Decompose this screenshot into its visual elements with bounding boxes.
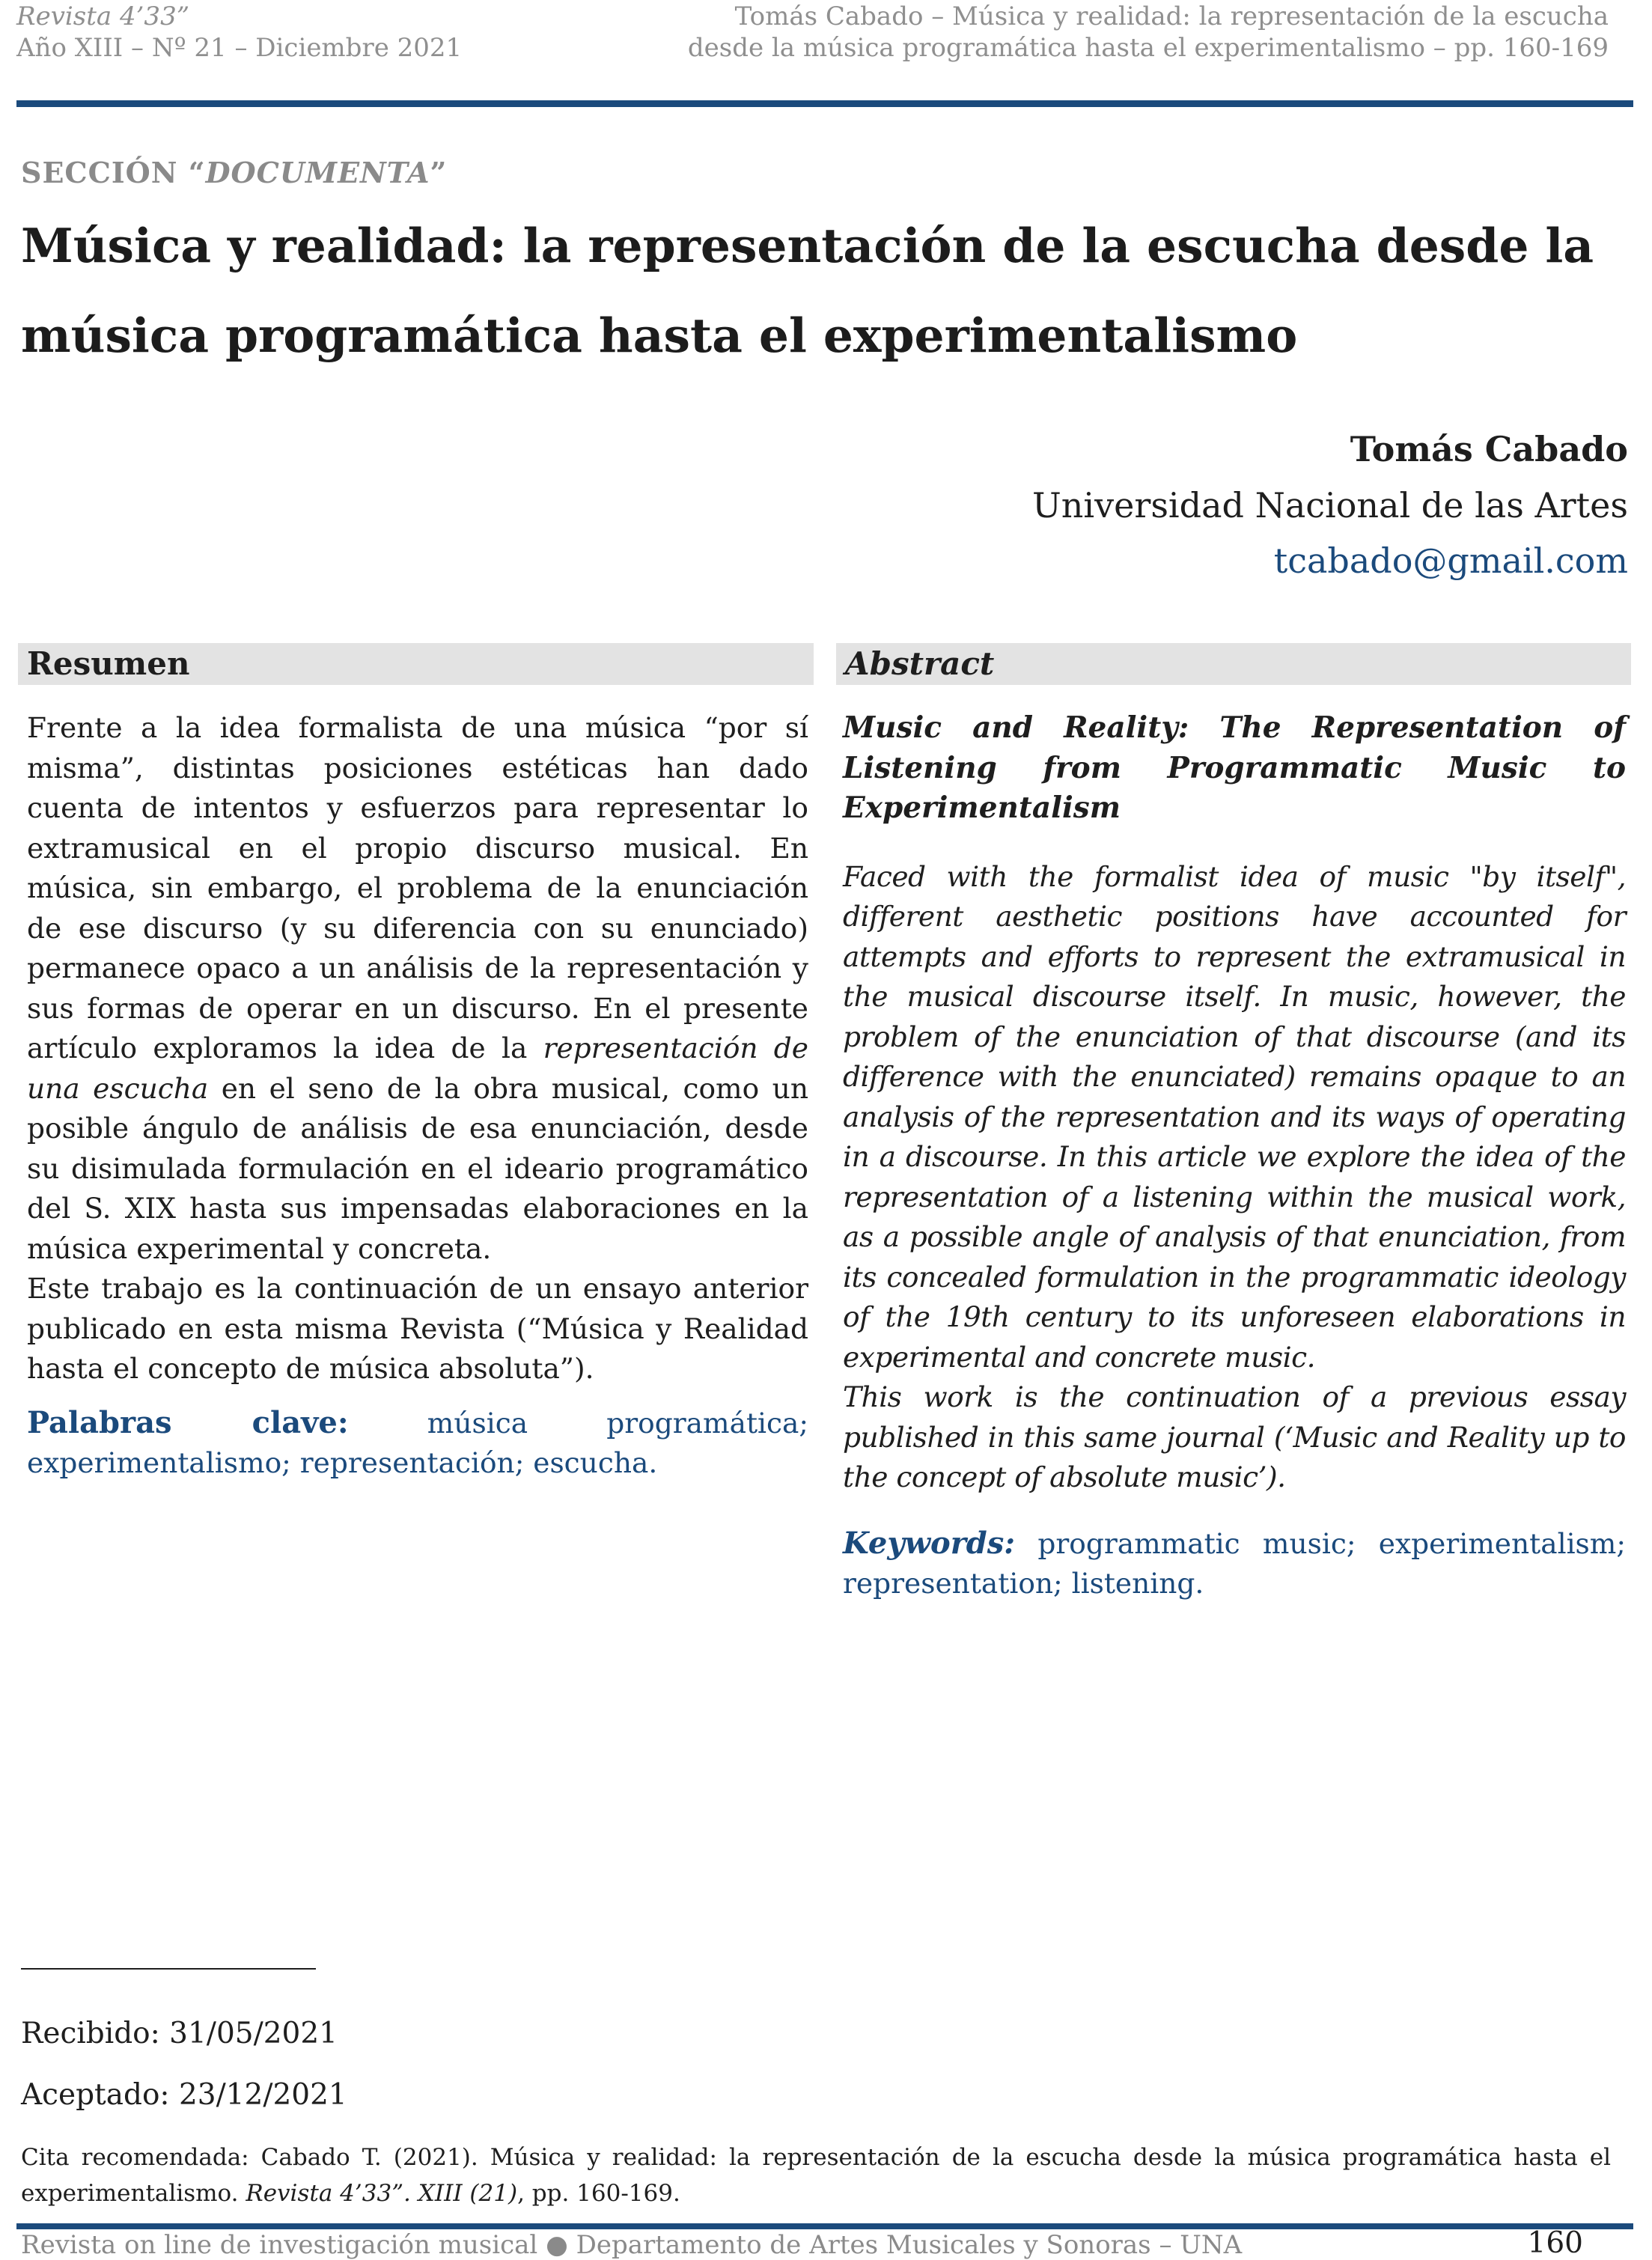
- title-line-1: Música y realidad: la representación de la escucha desde la: [21, 218, 1594, 273]
- recommended-citation: [21, 2139, 1611, 2211]
- resumen-keywords: [27, 1403, 808, 1484]
- footnote-separator: [21, 1968, 316, 1970]
- issue-info: Año XIII – Nº 21 – Diciembre 2021: [16, 33, 463, 63]
- citation-text-a: Cita recomendada: Cabado T. (2021). Música y realidad: la representación de la escucha desde la música programática hasta el experimentalismo.: [21, 2144, 1611, 2207]
- running-title-line2: desde la música programática hasta el experimentalismo – pp. 160-169: [687, 33, 1609, 63]
- section-label: [21, 156, 447, 189]
- resumen-keywords-label: Palabras clave:: [27, 1404, 349, 1440]
- citation-text-b: , pp. 160-169.: [517, 2180, 680, 2207]
- section-name: DOCUMENTA: [205, 156, 430, 189]
- page-number: 160: [1527, 2226, 1583, 2260]
- title-line-2: música programática hasta el experimentalismo: [21, 308, 1298, 363]
- resumen-paragraph-2: Este trabajo es la continuación de un ensayo anterior publicado en esta misma Revista (“Música y Realidad hasta el concepto de música absoluta”).: [27, 1272, 808, 1385]
- resumen-body: [27, 708, 808, 1484]
- received-date: Recibido: 31/05/2021: [21, 2017, 338, 2050]
- accepted-date: Aceptado: 23/12/2021: [21, 2078, 347, 2112]
- abstract-body: [843, 708, 1626, 1604]
- author-affiliation: Universidad Nacional de las Artes: [1032, 485, 1628, 526]
- resumen-p1-emphasis: representación de una escucha: [27, 1032, 808, 1105]
- abstract-keywords-label: Keywords:: [843, 1525, 1016, 1561]
- resumen-paragraph-1: [27, 708, 808, 1269]
- author-block: [1032, 421, 1628, 588]
- running-title-line1: Tomás Cabado – Música y realidad: la representación de la escucha: [734, 1, 1609, 31]
- citation-journal: Revista 4’33”. XIII (21): [246, 2180, 518, 2207]
- abstract-keywords-text: programmatic music; experimentalism; representation; listening.: [843, 1526, 1626, 1600]
- resumen-keywords-text: música programática; experimentalismo; representación; escucha.: [27, 1406, 808, 1479]
- header-rule: [16, 100, 1633, 107]
- abstract-paragraph-1: Faced with the formalist idea of music "by itself", different aesthetic positions have accounted for attempts and efforts to represent the extramusical in the musical discourse itself. In music, however, the problem of the enunciation of that discourse (and its difference with the enunciated) remains opaque to an analysis of the representation and its ways of operating in a discourse. In this article we explore the idea of the representation of a listening within the musical work, as a possible angle of analysis of that enunciation, from its concealed formulation in the programmatic ideology of the 19th century to its unforeseen elaborations in experimental and concrete music.: [843, 859, 1626, 1374]
- footer-text: Revista on line de investigación musical ● Departamento de Artes Musicales y Sonoras – UNA: [21, 2230, 1243, 2260]
- abstract-title: Music and Reality: The Representation of Listening from Programmatic Music to Experimentalism: [843, 710, 1626, 825]
- section-suffix: ”: [430, 156, 448, 189]
- author-email[interactable]: tcabado@gmail.com: [1273, 540, 1628, 581]
- abstract-paragraph-2: This work is the continuation of a previous essay published in this same journal (‘Music and Reality up to the concept of absolute music’).: [843, 1380, 1626, 1493]
- footer-rule: [16, 2223, 1633, 2229]
- article-title: [21, 201, 1638, 380]
- abstract-keywords: [843, 1523, 1626, 1604]
- resumen-p1-b: en el seno de la obra musical, como un posible ángulo de análisis de esa enunciación, desde su disimulada formulación en el ideario programático del S. XIX hasta sus impensadas elaboraciones en la música experimental y concreta.: [27, 1071, 808, 1265]
- resumen-p1-a: Frente a la idea formalista de una música “por sí misma”, distintas posiciones estéticas han dado cuenta de intentos y esfuerzos para representar lo extramusical en el propio discurso musical. En música, sin embargo, el problema de la enunciación de ese discurso (y su diferencia con su enunciado) permanece opaco a un análisis de la representación y sus formas de operar en un discurso. En el presente artículo exploramos la idea de la: [27, 711, 808, 1064]
- author-name: Tomás Cabado: [1350, 429, 1628, 469]
- section-prefix: SECCIÓN “: [21, 156, 206, 189]
- resumen-heading: Resumen: [18, 643, 814, 685]
- abstract-heading: Abstract: [836, 643, 1631, 685]
- journal-name: Revista 4’33”: [16, 1, 190, 31]
